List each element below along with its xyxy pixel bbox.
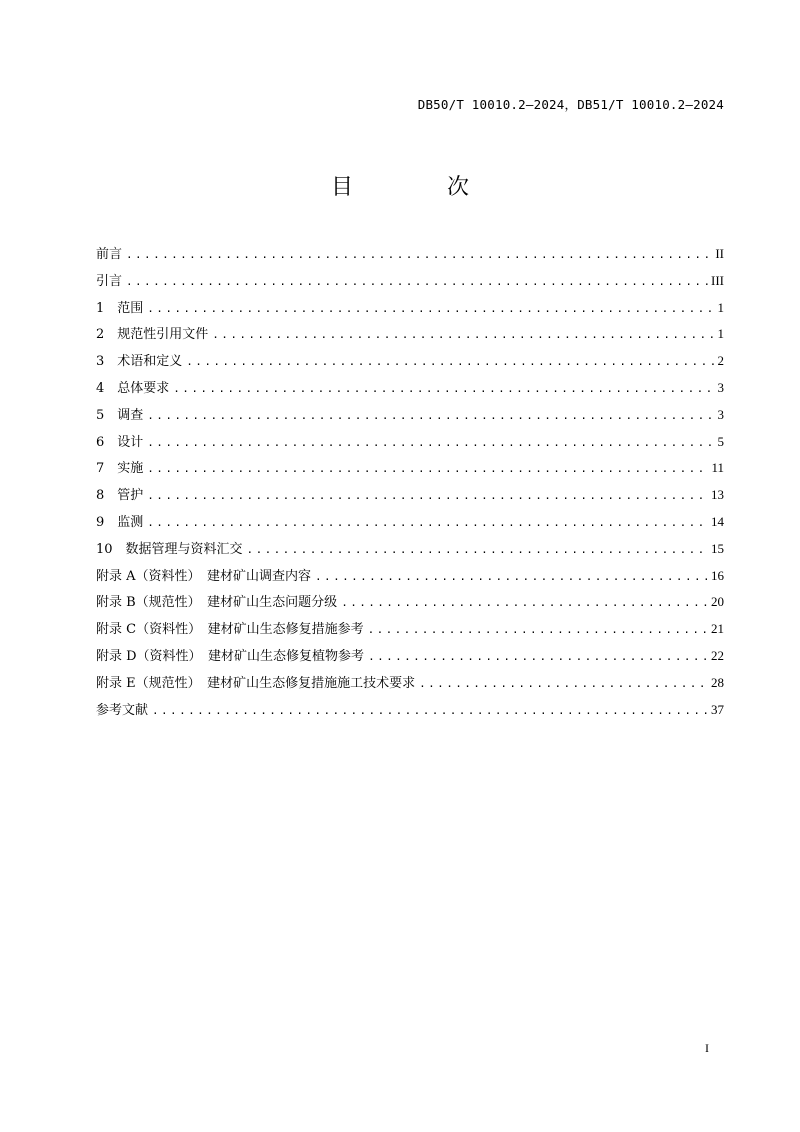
- toc-entry-appendix-e[interactable]: [96, 670, 724, 697]
- toc-label: 附录 E（规范性） 建材矿山生态修复措施施工技术要求: [96, 675, 416, 691]
- toc-leader-dots: [126, 269, 709, 296]
- toc-leader-dots: [247, 537, 709, 564]
- toc-leader-dots: [315, 564, 709, 591]
- toc-label: 4 总体要求: [96, 380, 170, 396]
- toc-entry-appendix-b[interactable]: [96, 589, 724, 616]
- toc-leader-dots: [212, 322, 715, 349]
- toc-page-number: 16: [711, 567, 724, 583]
- toc-page-number: 1: [717, 299, 724, 315]
- toc-page-number: 15: [711, 540, 724, 556]
- footer-page-number: I: [705, 1041, 709, 1055]
- toc-leader-dots: [368, 617, 709, 644]
- toc-page-number: 21: [711, 621, 724, 637]
- toc-page-number: II: [715, 246, 724, 261]
- toc-label: 引言: [96, 273, 123, 289]
- toc-entry-scope[interactable]: [96, 295, 724, 322]
- toc-leader-dots: [186, 349, 715, 376]
- toc-page-number: 14: [711, 513, 724, 529]
- toc-page-number: 2: [717, 353, 724, 369]
- toc-label: 附录 D（资料性） 建材矿山生态修复植物参考: [96, 648, 365, 664]
- toc-leader-dots: [147, 510, 709, 537]
- toc-leader-dots: [152, 698, 709, 725]
- toc-entry-monitoring[interactable]: [96, 509, 724, 536]
- toc-label: 6 设计: [96, 434, 144, 450]
- toc-page-number: 5: [717, 433, 724, 449]
- toc-entry-implementation[interactable]: [96, 455, 724, 482]
- toc-label: 前言: [96, 247, 123, 262]
- toc-entry-survey[interactable]: [96, 402, 724, 429]
- toc-leader-dots: [173, 376, 715, 403]
- toc-label: 附录 B（规范性） 建材矿山生态问题分级: [96, 595, 338, 611]
- toc-label: 附录 C（资料性） 建材矿山生态修复措施参考: [96, 622, 364, 638]
- toc-entry-introduction[interactable]: [96, 268, 724, 295]
- toc-page-number: 13: [711, 487, 724, 503]
- toc-leader-dots: [341, 590, 709, 617]
- toc-label: 附录 A（资料性） 建材矿山调查内容: [96, 568, 312, 584]
- toc-label: 参考文献: [96, 702, 149, 718]
- toc-label: 8 管护: [96, 488, 144, 504]
- toc-leader-dots: [147, 403, 715, 430]
- toc-leader-dots: [147, 296, 715, 323]
- toc-page-number: 3: [717, 379, 724, 395]
- toc-leader-dots: [147, 430, 715, 457]
- standard-code: DB50/T 10010.2—2024，DB51/T 10010.2—2024: [417, 97, 724, 112]
- toc-label: 9 监测: [96, 514, 144, 530]
- toc-leader-dots: [419, 671, 709, 698]
- toc-label: 2 规范性引用文件: [96, 327, 209, 343]
- toc-page-number: 22: [711, 647, 724, 663]
- toc-entry-bibliography[interactable]: [96, 697, 724, 724]
- toc-entry-appendix-c[interactable]: [96, 616, 724, 643]
- toc-entry-appendix-a[interactable]: [96, 563, 724, 590]
- toc-page-number: 28: [711, 674, 724, 690]
- toc-page-number: 20: [711, 594, 724, 610]
- toc-label: 1 范围: [96, 300, 144, 316]
- page-title: 目 次: [330, 175, 505, 200]
- toc-leader-dots: [147, 456, 709, 483]
- toc-leader-dots: [368, 644, 709, 671]
- toc-entry-general-requirements[interactable]: [96, 375, 724, 402]
- toc-leader-dots: [147, 483, 709, 510]
- toc-label: 3 术语和定义: [96, 354, 183, 370]
- toc-page-number: 11: [711, 460, 724, 476]
- toc-page-number: 37: [711, 701, 724, 717]
- toc-label: 5 调查: [96, 407, 144, 423]
- toc-label: 10 数据管理与资料汇交: [96, 541, 243, 557]
- toc-entry-design[interactable]: [96, 429, 724, 456]
- toc-leader-dots: [126, 242, 713, 269]
- table-of-contents: [96, 241, 724, 723]
- toc-entry-terms-definitions[interactable]: [96, 348, 724, 375]
- toc-entry-maintenance[interactable]: [96, 482, 724, 509]
- toc-entry-data-management[interactable]: [96, 536, 724, 563]
- toc-entry-normative-references[interactable]: [96, 321, 724, 348]
- toc-page-number: 1: [717, 326, 724, 342]
- toc-page-number: 3: [717, 406, 724, 422]
- toc-entry-appendix-d[interactable]: [96, 643, 724, 670]
- toc-page-number: III: [711, 272, 724, 288]
- toc-label: 7 实施: [96, 461, 144, 477]
- toc-entry-foreword[interactable]: [96, 241, 724, 268]
